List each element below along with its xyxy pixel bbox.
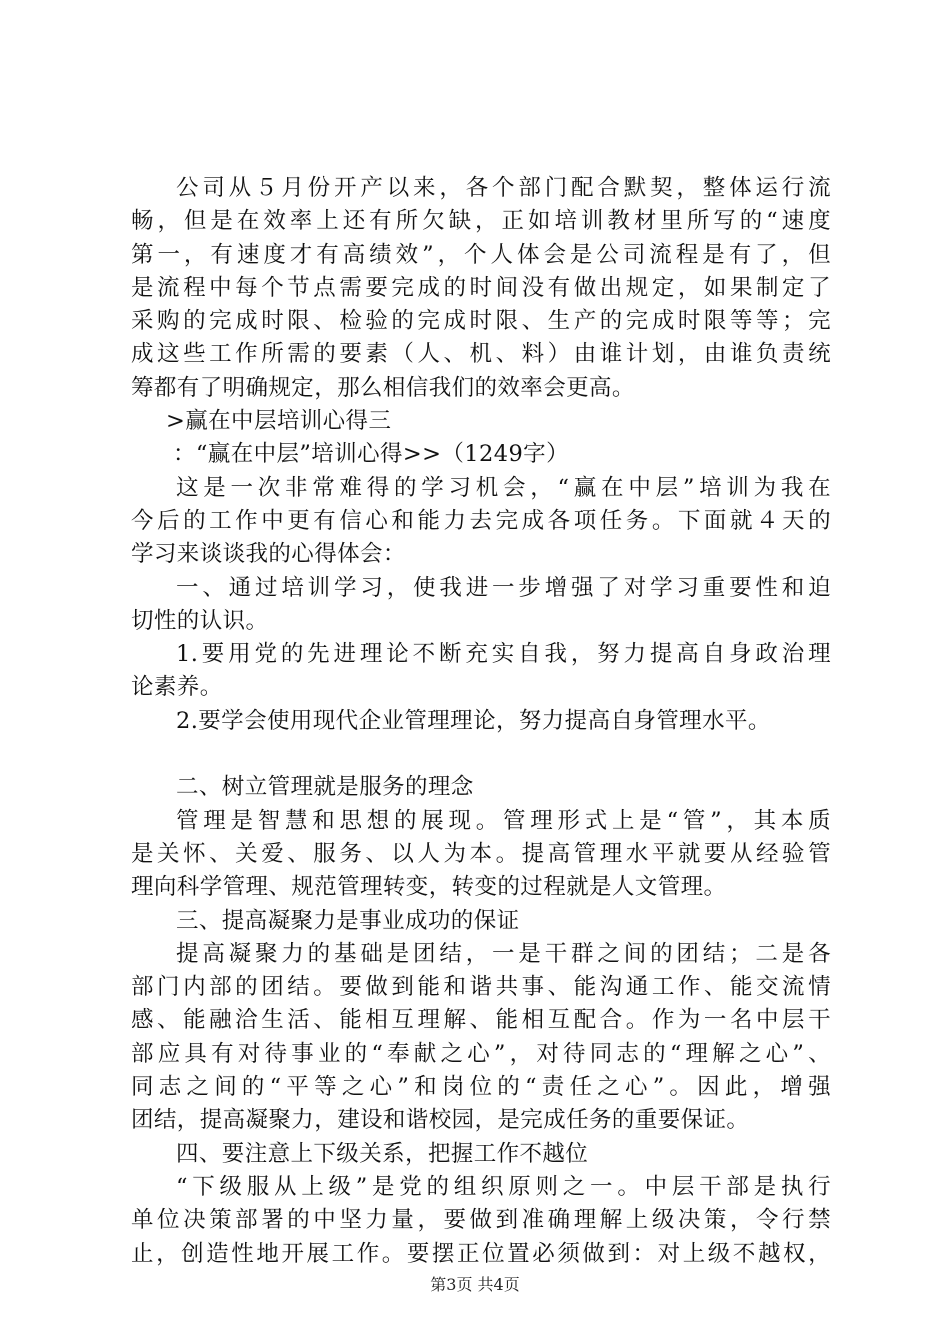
- paragraph-line: 理向科学管理、规范管理转变，转变的过程就是人文管理。: [131, 874, 727, 901]
- list-item-line: 论素养。: [131, 674, 223, 701]
- paragraph-line: 一、通过培训学习，使我进一步增强了对学习重要性和迫: [176, 574, 831, 601]
- paragraph-line: 畅，但是在效率上还有所欠缺，正如培训教材里所写的“速度: [131, 208, 831, 235]
- paragraph-line: 成这些工作所需的要素（人、机、料）由谁计划，由谁负责统: [131, 341, 831, 368]
- paragraph-line: 部应具有对待事业的“奉献之心”，对待同志的“理解之心”、: [131, 1040, 831, 1067]
- page-footer: 第3页 共4页: [430, 1275, 520, 1294]
- paragraph-line: 感、能融洽生活、能相互理解、能相互配合。作为一名中层干: [131, 1007, 831, 1034]
- blank-line: [131, 738, 831, 771]
- paragraph-line: 同志之间的“平等之心”和岗位的“责任之心”。因此，增强: [131, 1074, 831, 1101]
- paragraph-line: 止，创造性地开展工作。要摆正位置必须做到：对上级不越权，: [131, 1240, 831, 1267]
- paragraph-line: 筹都有了明确规定，那么相信我们的效率会更高。: [131, 374, 635, 401]
- list-item-line: 2.要学会使用现代企业管理理论，努力提高自身管理水平。: [176, 707, 771, 734]
- paragraph-line: “下级服从上级”是党的组织原则之一。中层干部是执行: [176, 1173, 831, 1200]
- paragraph-line: 这是一次非常难得的学习机会，“赢在中层”培训为我在: [176, 474, 831, 501]
- paragraph-line: 是关怀、关爱、服务、以人为本。提高管理水平就要从经验管: [131, 840, 831, 867]
- paragraph-line: 学习来谈谈我的心得体会：: [131, 541, 406, 568]
- paragraph-line: 单位决策部署的中坚力量，要做到准确理解上级决策，令行禁: [131, 1207, 831, 1234]
- section-heading: 三、提高凝聚力是事业成功的保证: [176, 907, 520, 934]
- paragraph-line: 是流程中每个节点需要完成的时间没有做出规定，如果制定了: [131, 274, 831, 301]
- document-body: [131, 172, 831, 1271]
- paragraph-line: 公司从５月份开产以来，各个部门配合默契，整体运行流: [176, 175, 831, 201]
- paragraph-line: 部门内部的团结。要做到能和谐共事、能沟通工作、能交流情: [131, 974, 831, 1001]
- paragraph-line: 管理是智慧和思想的展现。管理形式上是“管”，其本质: [176, 807, 831, 834]
- section-heading: 二、树立管理就是服务的理念: [176, 774, 474, 801]
- list-item-line: 1.要用党的先进理论不断充实自我，努力提高自身政治理: [176, 641, 831, 668]
- section-heading: >赢在中层培训心得三: [166, 408, 392, 435]
- paragraph-line: 团结，提高凝聚力，建设和谐校园，是完成任务的重要保证。: [131, 1107, 750, 1134]
- paragraph-line: 采购的完成时限、检验的完成时限、生产的完成时限等等；完: [131, 308, 831, 335]
- paragraph-line: 第一，有速度才有高绩效”，个人体会是公司流程是有了，但: [131, 241, 831, 268]
- section-heading: 四、要注意上下级关系，把握工作不越位: [176, 1140, 589, 1167]
- paragraph-line: 今后的工作中更有信心和能力去完成各项任务。下面就４天的: [131, 507, 831, 534]
- paragraph-line: 提高凝聚力的基础是团结，一是干群之间的团结；二是各: [176, 940, 831, 967]
- section-subheading: ：“赢在中层”培训心得>>（1249字）: [173, 441, 569, 468]
- paragraph-line: 切性的认识。: [131, 607, 269, 634]
